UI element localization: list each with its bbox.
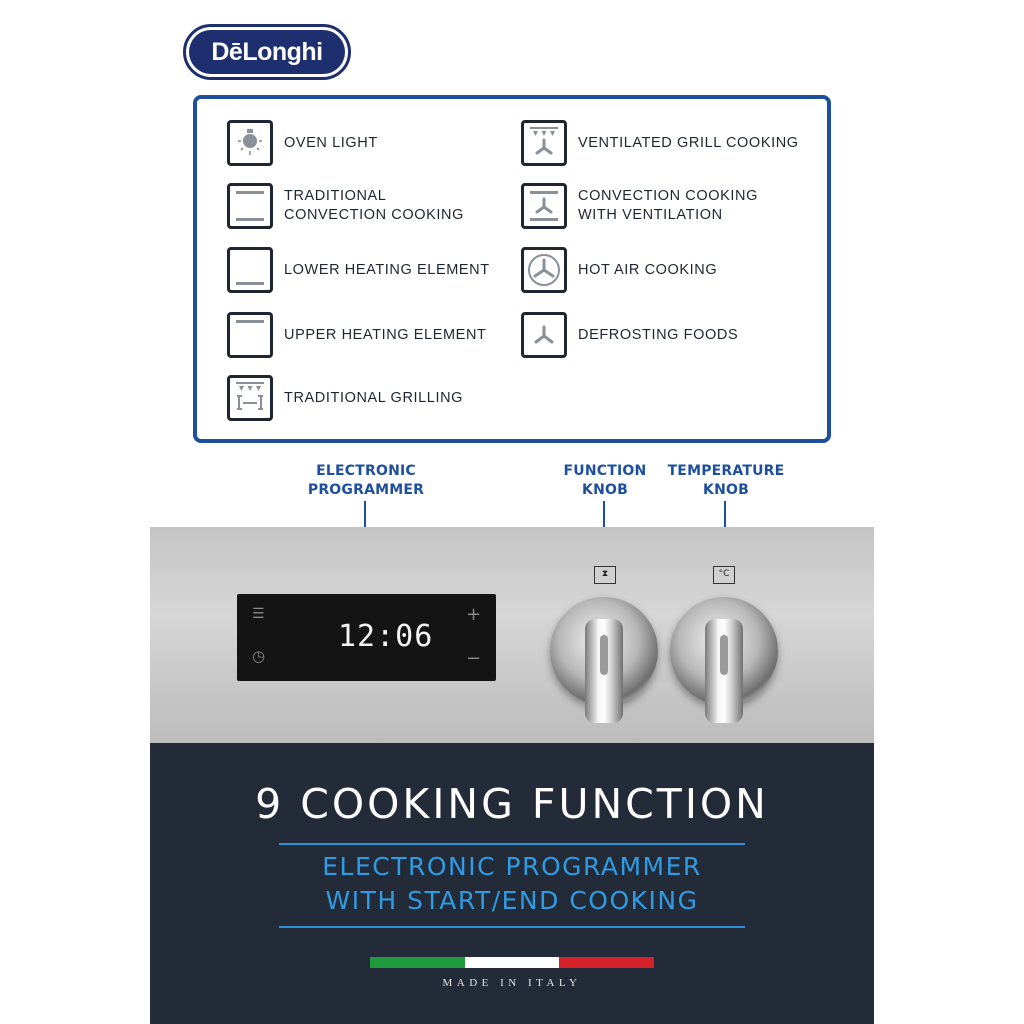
- function-item-upper-heating: [227, 312, 486, 358]
- flag-green-band: [370, 957, 465, 968]
- flag-white-band: [465, 957, 559, 968]
- oven-light-icon: [227, 120, 273, 166]
- function-knob[interactable]: [550, 597, 658, 705]
- lower-heating-icon: [227, 247, 273, 293]
- temperature-knob[interactable]: [670, 597, 778, 705]
- logo-text: DēLonghi: [211, 37, 323, 66]
- upper-heating-icon: [227, 312, 273, 358]
- function-knob-marker: [600, 635, 608, 675]
- function-item-convection-ventilation: [521, 183, 758, 229]
- convection-ventilation-icon: [521, 183, 567, 229]
- function-label: LOWER HEATING ELEMENT: [284, 261, 490, 278]
- logo-badge: [189, 30, 345, 74]
- delonghi-logo: [183, 24, 351, 80]
- plus-button[interactable]: +: [466, 604, 482, 625]
- function-knob-indicator-icon: ⧗: [594, 566, 616, 584]
- flag-red-band: [559, 957, 654, 968]
- function-label: TRADITIONAL GRILLING: [284, 389, 464, 406]
- ventilated-grill-icon: [521, 120, 567, 166]
- menu-icon[interactable]: ☰: [252, 606, 265, 622]
- callout-electronic-programmer: ELECTRONIC PROGRAMMER: [307, 463, 425, 498]
- minus-button[interactable]: −: [466, 648, 482, 669]
- function-label: CONVECTION COOKING WITH VENTILATION: [578, 188, 758, 223]
- function-item-traditional-grill: [227, 375, 463, 421]
- banner-rule-top: [279, 843, 745, 845]
- display-time: 12:06: [338, 619, 434, 654]
- defrost-fan-icon: [521, 312, 567, 358]
- clock-icon[interactable]: ◷: [252, 647, 266, 665]
- banner-subline-1: ELECTRONIC PROGRAMMER: [322, 852, 702, 881]
- callout-temperature-knob: TEMPERATURE KNOB: [667, 463, 785, 498]
- traditional-grill-icon: [227, 375, 273, 421]
- banner-subline-2: WITH START/END COOKING: [325, 886, 699, 915]
- hot-air-fan-icon: [521, 247, 567, 293]
- traditional-convection-icon: [227, 183, 273, 229]
- function-item-traditional-convection: [227, 183, 464, 229]
- function-label: DEFROSTING FOODS: [578, 326, 739, 343]
- cooking-functions-legend: [193, 95, 831, 443]
- function-label: HOT AIR COOKING: [578, 261, 718, 278]
- function-label: OVEN LIGHT: [284, 134, 378, 151]
- function-item-defrost: [521, 312, 738, 358]
- callout-function-knob: FUNCTION KNOB: [563, 463, 647, 498]
- banner-headline: 9 COOKING FUNCTION: [255, 780, 769, 828]
- function-item-oven-light: [227, 120, 378, 166]
- temperature-knob-indicator-icon: °C: [713, 566, 735, 584]
- temperature-knob-marker: [720, 635, 728, 675]
- made-in-italy-label: MADE IN ITALY: [442, 977, 582, 989]
- function-label: UPPER HEATING ELEMENT: [284, 326, 487, 343]
- banner-rule-bottom: [279, 926, 745, 928]
- function-label: VENTILATED GRILL COOKING: [578, 134, 799, 151]
- function-item-ventilated-grill: [521, 120, 799, 166]
- function-item-lower-heating: [227, 247, 490, 293]
- function-label: TRADITIONAL CONVECTION COOKING: [284, 188, 464, 223]
- function-item-hot-air: [521, 247, 717, 293]
